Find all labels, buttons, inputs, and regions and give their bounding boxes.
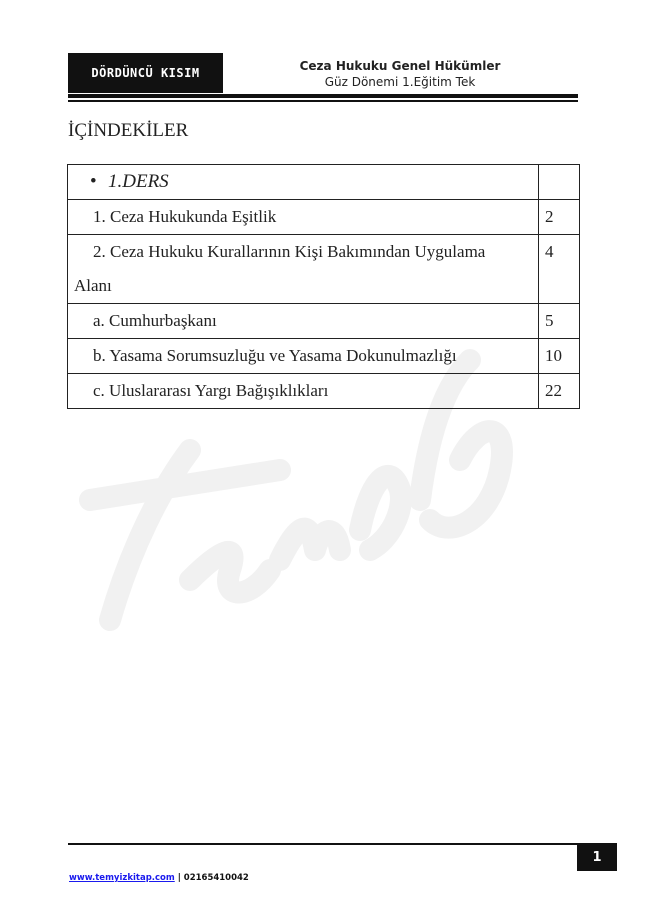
toc-entry-label[interactable]: c. Uluslararası Yargı Bağışıklıkları bbox=[93, 381, 329, 400]
toc-table bbox=[67, 164, 580, 409]
footer-rule bbox=[68, 843, 580, 845]
footer-contact bbox=[69, 873, 249, 883]
header-rule-thick bbox=[68, 94, 578, 98]
course-subtitle: Güz Dönemi 1.Eğitim Tek bbox=[324, 75, 476, 89]
toc-entry-label-continued[interactable]: Alanı bbox=[74, 276, 112, 295]
toc-row bbox=[68, 304, 580, 339]
toc-page-number: 10 bbox=[539, 339, 580, 374]
toc-page-number: 5 bbox=[539, 304, 580, 339]
toc-entry-label[interactable]: 2. Ceza Hukuku Kurallarının Kişi Bakımından Uygulama bbox=[93, 242, 486, 261]
page-number: 1 bbox=[592, 849, 602, 865]
toc-row bbox=[68, 339, 580, 374]
toc-row bbox=[68, 200, 580, 235]
toc-lesson-row bbox=[68, 165, 580, 200]
lesson-title: 1.DERS bbox=[108, 171, 169, 192]
section-label: DÖRDÜNCÜ KISIM bbox=[91, 66, 200, 80]
phone-number: 02165410042 bbox=[183, 873, 249, 883]
footer-separator: | bbox=[174, 873, 184, 883]
website-link[interactable]: www.temyizkitap.com bbox=[69, 873, 175, 883]
toc-page-number: 2 bbox=[539, 200, 580, 235]
section-badge bbox=[68, 53, 223, 93]
toc-row bbox=[68, 235, 580, 304]
toc-entry-label[interactable]: a. Cumhurbaşkanı bbox=[93, 311, 217, 330]
bullet-icon: • bbox=[90, 171, 97, 192]
toc-heading: İÇİNDEKİLER bbox=[68, 120, 189, 141]
page-number-box bbox=[577, 843, 617, 871]
toc-entry-label[interactable]: 1. Ceza Hukukunda Eşitlik bbox=[93, 207, 277, 226]
toc-entry-label[interactable]: b. Yasama Sorumsuzluğu ve Yasama Dokunulmazlığı bbox=[93, 346, 457, 365]
course-title: Ceza Hukuku Genel Hükümler bbox=[299, 59, 501, 73]
toc-page-number: 4 bbox=[539, 235, 580, 304]
toc-page-number: 22 bbox=[539, 374, 580, 409]
header-rule-thin bbox=[68, 100, 578, 102]
toc-row bbox=[68, 374, 580, 409]
